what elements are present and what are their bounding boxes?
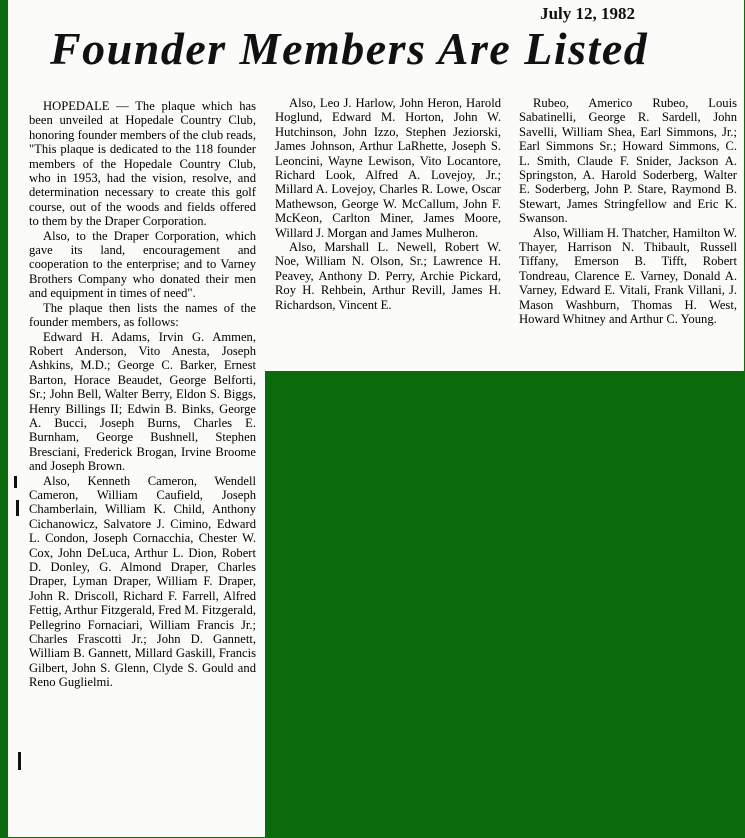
- article-date: July 12, 1982: [540, 4, 635, 23]
- paragraph: Also, Leo J. Harlow, John Heron, Harold Hoglund, Edward M. Horton, John W. Hutchinson, John Izzo, Stephen Jeziorski, James Johnson, Arthur LaRhette, Joseph S. Leoncini, Wayne Lewison, Vito Locantore, Richard Look, Alfred A. Lovejoy, Jr.; Millard A. Lovejoy, Charles R. Lowe, Oscar Mathewson, George W. McCallum, John F. McKeon, Carlton Miner, James Moore, Willard J. Morgan and James Mulheron.: [275, 96, 501, 240]
- paragraph: The plaque then lists the names of the founder members, as follows:: [29, 300, 256, 330]
- article-column-2: [275, 96, 501, 312]
- article-column-3: [519, 96, 737, 327]
- paragraph: Also, William H. Thatcher, Hamilton W. Thayer, Harrison N. Thibault, Russell Tiffany, Emerson B. Tifft, Robert Tondreau, Clarence E. Varney, Donald A. Varney, Edward E. Vitali, Frank Villani, J. Mason Washburn, Thomas H. West, Howard Whitney and Arthur C. Young.: [519, 225, 737, 327]
- paragraph: Also, to the Draper Corporation, which gave its land, encouragement and cooperation to the enterprise; and to Varney Brothers Company who donated their men and equipment in times of need".: [29, 228, 256, 301]
- scan-mark: [16, 500, 19, 516]
- paragraph: Also, Marshall L. Newell, Robert W. Noe, William N. Olson, Sr.; Lawrence H. Peavey, Anthony D. Perry, Archie Pickard, Roy H. Rehbein, Arthur Revill, James H. Richardson, Vincent E.: [275, 240, 501, 312]
- scan-mark: [18, 752, 21, 770]
- scan-mark: [14, 476, 17, 488]
- paragraph: Also, Kenneth Cameron, Wendell Cameron, William Caufield, Joseph Chamberlain, William K. Child, Anthony Cichanowicz, Salvatore J. Cimino, Edward L. Condon, Joseph Cornacchia, Chester W. Cox, John DeLuca, Arthur L. Dion, Robert D. Donley, G. Almond Draper, Charles Draper, Lyman Draper, William F. Draper, John R. Driscoll, Richard F. Farrell, Alfred Fettig, Arthur Fitzgerald, Fred M. Fitzgerald, Pellegrino Fornaciari, William Francis Jr.; Charles Frascotti Jr.; John D. Gannett, William B. Gannett, Millard Gaskill, Francis Gilbert, John S. Glenn, Clyde S. Gould and Reno Guglielmi.: [29, 473, 257, 690]
- article-column-1: [29, 99, 256, 690]
- paragraph: Edward H. Adams, Irvin G. Ammen, Robert Anderson, Vito Anesta, Joseph Ashkins, M.D.; George C. Barker, Ernest Barton, Horace Beaudet, George Belforti, Sr.; John Bell, Walter Berry, Eldon S. Biggs, Henry Billings II; Edwin B. Binks, George A. Bucci, Joseph Burns, Charles E. Burnham, George Bushnell, Stephen Bresciani, Frederick Brogan, Irvine Broome and Joseph Brown.: [29, 329, 256, 474]
- headline: Founder Members Are Listed: [50, 23, 649, 74]
- paragraph: Rubeo, Americo Rubeo, Louis Sabatinelli, George R. Sardell, John Savelli, William Shea, Earl Simmons, Jr.; Earl Simmons Sr.; Howard Simmons, C. L. Smith, Claude F. Snider, Jackson A. Springston, A. Harold Soderberg, Walter E. Soderberg, John P. Stare, Raymond B. Stewart, James Stringfellow and Eric K. Swanson.: [519, 96, 737, 226]
- paragraph: HOPEDALE — The plaque which has been unveiled at Hopedale Country Club, honoring founder members of the club reads, "This plaque is dedicated to the 118 founder members of the Hopedale Country Club, who in 1953, had the vision, resolve, and determination necessary to create this golf course, out of the woods and fields offered to them by the Draper Corporation.: [29, 99, 256, 229]
